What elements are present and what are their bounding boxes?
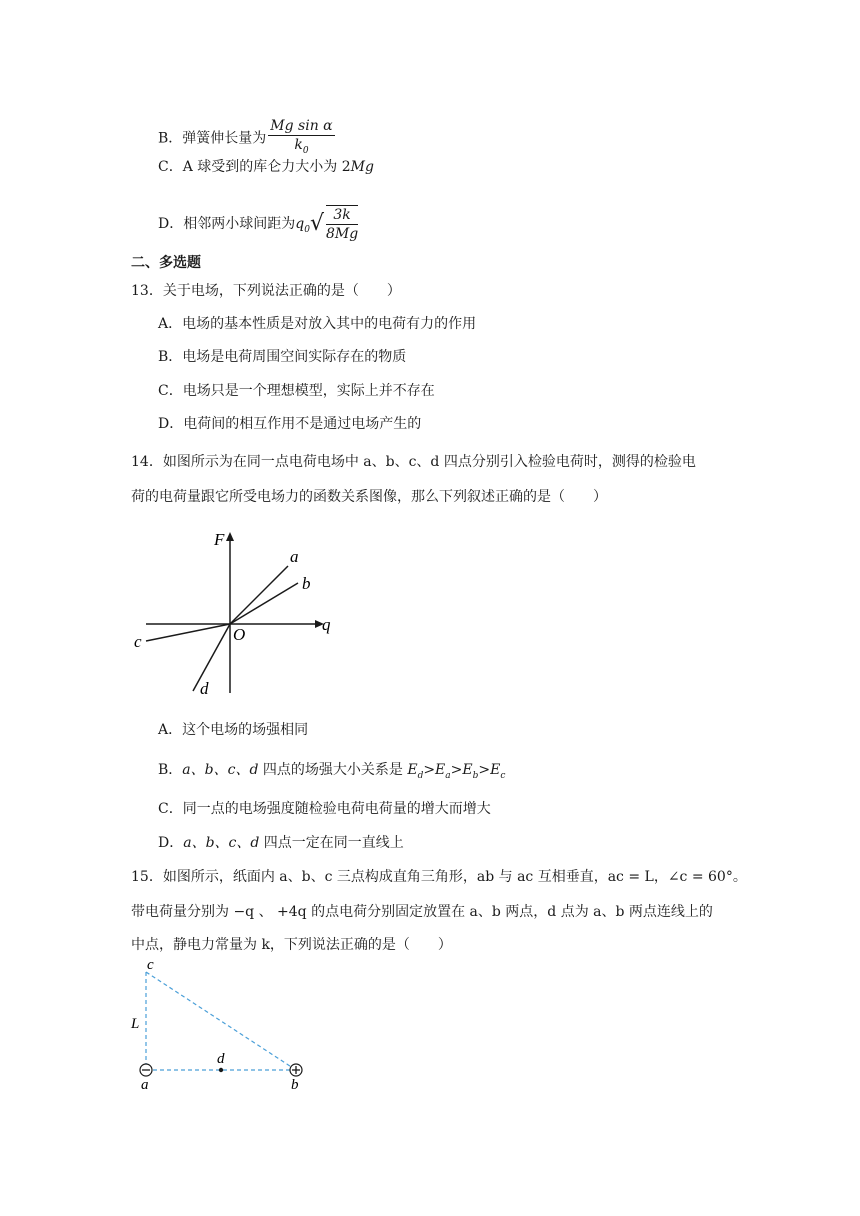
fraction-denominator: $k_0$	[294, 137, 309, 156]
q13-option-b: B．电场是电荷周围空间实际存在的物质	[158, 349, 407, 365]
label-a: a	[141, 1077, 149, 1093]
y-axis-label: F	[214, 530, 225, 549]
x-axis-label: q	[322, 615, 331, 634]
option-d-prev-label: D．相邻两小球间距为	[158, 216, 296, 232]
q13-stem: 13．关于电场，下列说法正确的是（ ）	[131, 283, 401, 299]
option-b-prev	[158, 117, 335, 160]
q14-option-d	[158, 833, 404, 853]
q15-stem-line3: 中点，静电力常量为 k，下列说法正确的是（ ）	[131, 937, 452, 953]
q15-stem-line2: 带电荷量分别为 −q 、 +4q 的点电荷分别固定放置在 a、b 两点，d 点为 a、b 两点连线上的	[131, 904, 713, 920]
q14-option-b-prefix: B．	[158, 762, 183, 778]
q14-option-b	[158, 760, 505, 786]
q14-option-b-relation: $E_d>E_a>E_b>E_c$	[407, 762, 506, 781]
q14-stem-line1: 14．如图所示为在同一点电荷电场中 a、b、c、d 四点分别引入检验电荷时，测得的检验电	[131, 454, 696, 470]
option-b-prev-label: B．弹簧伸长量为	[158, 130, 267, 147]
line-a-label: a	[290, 547, 299, 566]
option-d-prev	[158, 205, 358, 243]
q15-stem-line1: 15．如图所示，纸面内 a、b、c 三点构成直角三角形，ab 与 ac 互相垂直，ac = L，∠c = 60°。	[131, 869, 747, 885]
option-c-prev	[158, 157, 374, 177]
sqrt-numerator: 3k	[326, 206, 358, 225]
point-d	[219, 1068, 223, 1072]
q0-symbol: $q_0$	[295, 216, 310, 235]
line-d-label: d	[200, 679, 209, 698]
q13-option-a: A．电场的基本性质是对放入其中的电荷有力的作用	[158, 316, 477, 332]
q14-option-d-prefix: D．	[158, 835, 184, 851]
q13-option-c: C．电场只是一个理想模型，实际上并不存在	[158, 383, 435, 399]
q14-option-d-points: a、b、c、d	[183, 835, 260, 851]
option-c-prev-tail: Mg	[350, 159, 374, 175]
option-c-prev-text: C．A 球受到的库仑力大小为 2	[158, 159, 351, 175]
label-L: L	[131, 1016, 140, 1032]
label-b: b	[291, 1077, 299, 1093]
line-d	[193, 624, 230, 691]
label-d: d	[217, 1051, 225, 1067]
sqrt-expression: √ $\frac{3k}{8Mg}$	[309, 207, 359, 242]
q15-triangle-figure	[128, 955, 318, 1100]
q14-option-a: A．这个电场的场强相同	[158, 722, 309, 738]
line-b-label: b	[302, 574, 311, 593]
q14-graph	[128, 525, 348, 700]
origin-label: O	[233, 625, 246, 644]
sqrt-denominator: 8Mg	[325, 226, 359, 242]
label-c: c	[147, 957, 154, 973]
q14-option-d-suffix: 四点一定在同一直线上	[259, 835, 404, 851]
y-axis-arrow	[226, 532, 234, 541]
q14-stem-line2: 荷的电荷量跟它所受电场力的函数关系图像，那么下列叙述正确的是（ ）	[131, 489, 607, 505]
q13-option-d: D．电荷间的相互作用不是通过电场产生的	[158, 416, 422, 432]
q14-option-b-mid: 四点的场强大小关系是	[258, 762, 408, 778]
section-title: 二、多选题	[131, 255, 201, 271]
q14-option-b-points: a、b、c、d	[182, 762, 259, 778]
line-c	[146, 624, 230, 641]
spring-extension-fraction	[268, 117, 334, 160]
fraction-numerator: Mg sin α	[270, 118, 333, 134]
q14-option-c: C．同一点的电场强度随检验电荷电荷量的增大而增大	[158, 801, 491, 817]
line-c-label: c	[134, 632, 142, 651]
